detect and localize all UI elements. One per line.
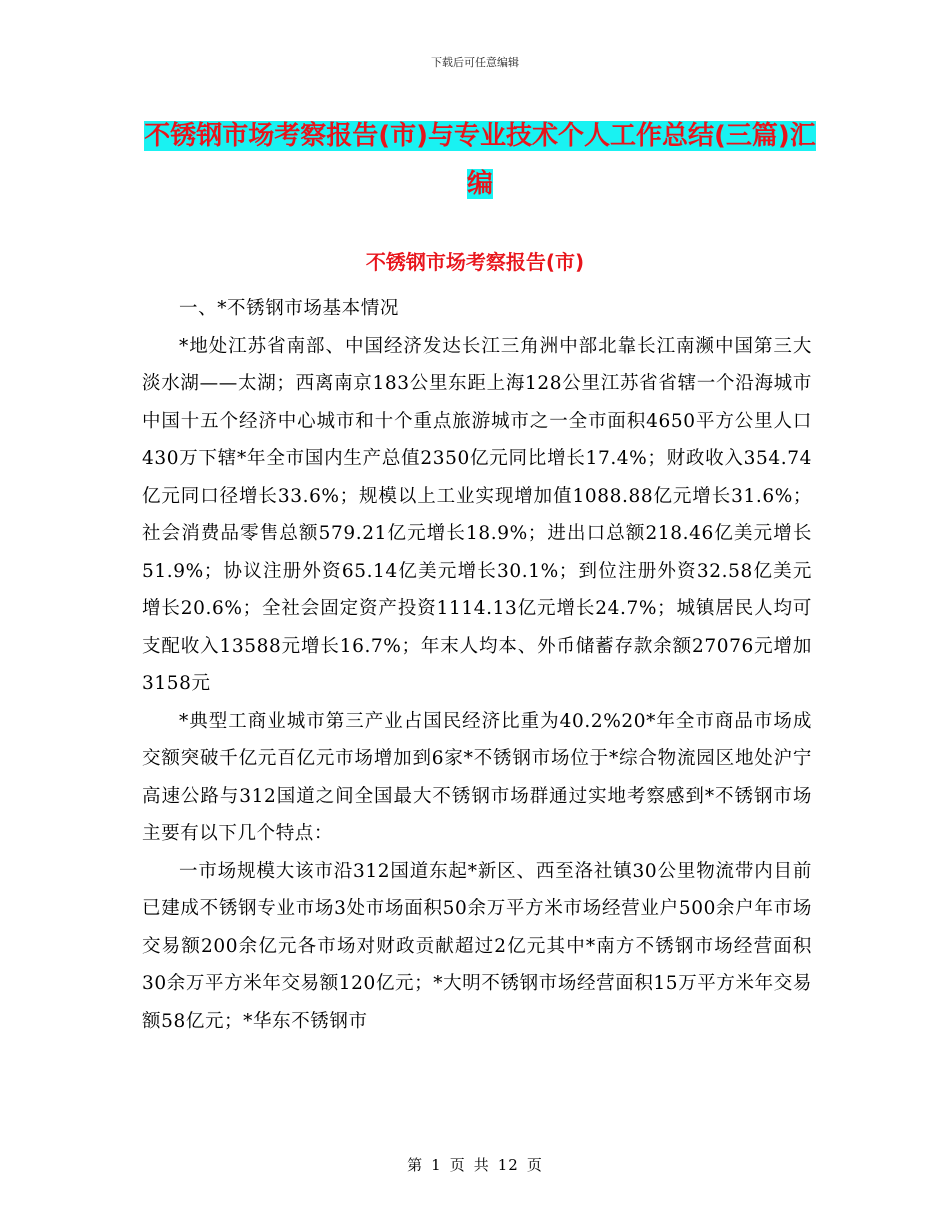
paragraph: 一市场规模大该市沿312国道东起*新区、西至洛社镇30公里物流带内目前已建成不锈钢专业市场3处市场面积50余万平方米市场经营业户500余户年市场交易额200余亿元各市场对财政贡献超过2亿元其中*南方不锈钢市场经营面积30余万平方米年交易额120亿元；*大明不锈钢市场经营面积15万平方米年交易额58亿元；*华东不锈钢市 [142,860,812,1032]
paragraph-heading: 一、*不锈钢市场基本情况 [179,298,399,319]
document-title [140,112,820,208]
footer-page-number: 1 [431,1156,442,1174]
footer-prefix: 第 [407,1156,424,1174]
header-note: 下载后可任意编辑 [431,56,519,69]
paragraph: *地处江苏省南部、中国经济发达长江三角洲中部北靠长江南濒中国第三大淡水湖——太湖；西离南京183公里东距上海128公里江苏省省辖一个沿海城市中国十五个经济中心城市和十个重点旅游城市之一全市面积4650平方公里人口430万下辖*年全市国内生产总值2350亿元同比增长17.4%；财政收入354.74亿元同口径增长33.6%；规模以上工业实现增加值1088.88亿元增长31.6%；社会消费品零售总额579.21亿元增长18.9%；进出口总额218.46亿美元增长51.9%；协议注册外资65.14亿美元增长30.1%；到位注册外资32.58亿美元增长20.6%；全社会固定资产投资1114.13亿元增长24.7%；城镇居民人均可支配收入13588元增长16.7%；年末人均本、外币储蓄存款余额27076元增加3158元 [142,335,812,694]
document-body [142,290,812,1040]
page-footer [0,1154,950,1175]
paragraph: *典型工商业城市第三产业占国民经济比重为40.2%20*年全市商品市场成交额突破千亿元百亿元市场增加到6家*不锈钢市场位于*综合物流园区地处沪宁高速公路与312国道之间全国最大不锈钢市场群通过实地考察感到*不锈钢市场主要有以下几个特点： [142,710,812,844]
footer-page-label: 页 [449,1156,466,1174]
footer-total-label: 共 [473,1156,490,1174]
document-title-text: 不锈钢市场考察报告(市)与专业技术个人工作总结(三篇)汇编 [144,121,816,199]
section-title: 不锈钢市场考察报告(市) [365,250,585,274]
footer-total-pages: 12 [497,1156,519,1174]
footer-suffix: 页 [526,1156,543,1174]
